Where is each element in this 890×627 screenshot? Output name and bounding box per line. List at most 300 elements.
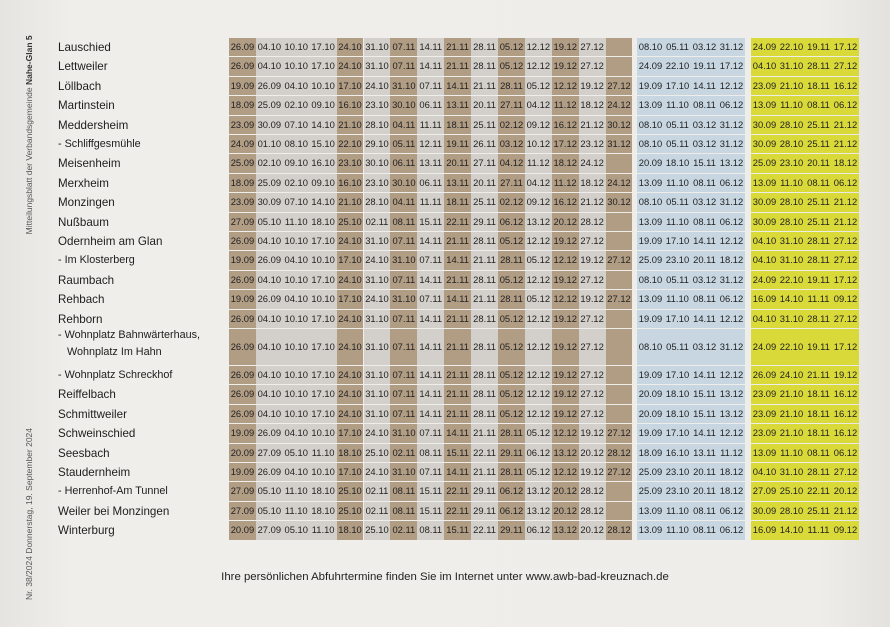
residual-waste-date: 27.12 xyxy=(579,405,606,423)
paper-bin-date: 13.11 xyxy=(691,444,718,462)
residual-waste-date: 21.11 xyxy=(471,290,498,308)
residual-waste-date: 19.12 xyxy=(552,232,579,250)
residual-waste-date: 07.11 xyxy=(390,232,417,250)
residual-waste-date: 19.09 xyxy=(229,251,256,269)
paper-bin-date: 18.09 xyxy=(637,444,664,462)
residual-waste-date: 11.12 xyxy=(552,96,579,114)
residual-waste-date xyxy=(606,385,633,403)
residual-waste-date: 07.11 xyxy=(390,385,417,403)
residual-waste-date: 18.09 xyxy=(229,174,256,192)
residual-waste-date: 04.12 xyxy=(525,174,552,192)
residual-waste-date xyxy=(606,366,633,384)
paper-bin-date: 25.09 xyxy=(637,463,664,481)
yellow-bag-date: 08.11 xyxy=(805,174,832,192)
residual-waste-date: 23.10 xyxy=(364,174,391,192)
residual-waste-date: 12.11 xyxy=(417,135,444,153)
paper-bin-date: 17.10 xyxy=(664,424,691,442)
residual-waste-date: 13.12 xyxy=(525,482,552,500)
residual-waste-date: 21.10 xyxy=(337,193,364,211)
residual-waste-date: 15.10 xyxy=(310,135,337,153)
residual-waste-date xyxy=(606,213,633,231)
residual-waste-date: 07.10 xyxy=(283,193,310,211)
yellow-bag-date: 17.12 xyxy=(832,329,859,365)
residual-waste-date: 17.10 xyxy=(310,57,337,75)
residual-waste-date: 26.09 xyxy=(229,57,256,75)
residual-waste-date: 10.10 xyxy=(283,232,310,250)
district-name: Nußbaum xyxy=(58,215,109,229)
yellow-bag-date: 21.12 xyxy=(832,213,859,231)
residual-waste-date: 26.09 xyxy=(256,290,283,308)
yellow-bag-date: 28.11 xyxy=(805,310,832,328)
district-name: Rehbach xyxy=(58,293,105,307)
paper-bin-date: 13.12 xyxy=(718,385,745,403)
yellow-bag-date: 18.11 xyxy=(805,385,832,403)
residual-waste-date: 27.09 xyxy=(229,482,256,500)
residual-waste-date: 26.09 xyxy=(229,232,256,250)
residual-waste-date: 10.10 xyxy=(283,385,310,403)
residual-waste-date: 13.12 xyxy=(552,444,579,462)
residual-waste-date: 10.10 xyxy=(283,366,310,384)
yellow-bag-date: 22.11 xyxy=(805,482,832,500)
residual-waste-date: 26.09 xyxy=(256,463,283,481)
paper-bin-date: 13.12 xyxy=(718,154,745,172)
yellow-bag-date: 31.10 xyxy=(778,310,805,328)
paper-bin-date: 18.12 xyxy=(718,482,745,500)
paper-bin-date: 06.12 xyxy=(718,96,745,114)
residual-waste-date: 31.10 xyxy=(390,251,417,269)
residual-waste-date: 05.10 xyxy=(283,521,310,539)
residual-waste-date: 18.11 xyxy=(444,116,471,134)
residual-waste-date: 04.11 xyxy=(390,193,417,211)
paper-bin-date: 08.11 xyxy=(691,502,718,520)
district-name: Monzingen xyxy=(58,196,115,210)
residual-waste-date: 20.09 xyxy=(229,444,256,462)
residual-waste-date: 27.12 xyxy=(579,57,606,75)
residual-waste-date: 28.12 xyxy=(606,444,633,462)
residual-waste-date: 24.10 xyxy=(337,385,364,403)
district-name: Martinstein xyxy=(58,99,115,113)
residual-waste-date: 12.12 xyxy=(552,424,579,442)
yellow-bag-date: 24.09 xyxy=(751,271,778,289)
paper-bin-date: 15.11 xyxy=(691,154,718,172)
residual-waste-date: 29.11 xyxy=(471,213,498,231)
residual-waste-date: 04.10 xyxy=(283,251,310,269)
residual-waste-date: 19.12 xyxy=(552,366,579,384)
yellow-bag-date: 19.11 xyxy=(805,38,832,56)
residual-waste-date: 17.10 xyxy=(310,385,337,403)
residual-waste-date: 26.09 xyxy=(229,329,256,365)
residual-waste-date: 20.12 xyxy=(552,482,579,500)
yellow-bag-date: 21.12 xyxy=(832,135,859,153)
paper-bin-date: 23.10 xyxy=(664,463,691,481)
yellow-bag-date: 16.12 xyxy=(832,424,859,442)
residual-waste-date: 31.10 xyxy=(390,77,417,95)
paper-bin-date: 19.09 xyxy=(637,232,664,250)
paper-bin-date: 16.10 xyxy=(664,444,691,462)
residual-waste-date: 18.09 xyxy=(229,96,256,114)
paper-bin-date: 17.12 xyxy=(718,57,745,75)
residual-waste-date: 09.10 xyxy=(310,174,337,192)
residual-waste-date: 04.10 xyxy=(256,271,283,289)
residual-waste-date: 28.11 xyxy=(471,232,498,250)
paper-bin-date: 06.12 xyxy=(718,521,745,539)
residual-waste-date: 04.12 xyxy=(498,154,525,172)
residual-waste-date: 27.12 xyxy=(606,251,633,269)
residual-waste-date: 21.11 xyxy=(444,385,471,403)
residual-waste-date: 25.09 xyxy=(256,174,283,192)
residual-waste-date: 19.12 xyxy=(579,424,606,442)
residual-waste-date: 13.12 xyxy=(552,521,579,539)
residual-waste-date: 07.11 xyxy=(390,57,417,75)
residual-waste-date: 19.09 xyxy=(229,463,256,481)
yellow-bag-date: 18.11 xyxy=(805,405,832,423)
yellow-bag-date: 23.09 xyxy=(751,385,778,403)
residual-waste-date: 21.11 xyxy=(471,251,498,269)
residual-waste-date: 26.11 xyxy=(471,135,498,153)
paper-bin-date: 03.12 xyxy=(691,271,718,289)
paper-bin-date: 14.11 xyxy=(691,77,718,95)
yellow-bag-date: 16.09 xyxy=(751,521,778,539)
residual-waste-date: 28.10 xyxy=(364,116,391,134)
yellow-bag-date: 21.10 xyxy=(778,77,805,95)
paper-bin-date: 11.10 xyxy=(664,502,691,520)
residual-waste-date: 06.12 xyxy=(498,502,525,520)
residual-waste-date: 02.10 xyxy=(283,96,310,114)
residual-waste-date: 24.10 xyxy=(364,424,391,442)
yellow-bag-date: 21.12 xyxy=(832,116,859,134)
residual-waste-date: 19.12 xyxy=(552,405,579,423)
yellow-bag-date: 21.10 xyxy=(778,424,805,442)
residual-waste-date: 07.11 xyxy=(417,77,444,95)
paper-bin-date: 13.09 xyxy=(637,521,664,539)
residual-waste-date: 21.11 xyxy=(444,310,471,328)
residual-waste-date: 14.11 xyxy=(417,232,444,250)
residual-waste-date: 04.11 xyxy=(390,116,417,134)
residual-waste-date: 21.11 xyxy=(444,329,471,365)
residual-waste-date: 24.12 xyxy=(606,96,633,114)
yellow-bag-date: 28.11 xyxy=(805,463,832,481)
yellow-bag-date: 11.10 xyxy=(778,174,805,192)
yellow-bag-date: 19.11 xyxy=(805,329,832,365)
yellow-bag-date: 20.11 xyxy=(805,154,832,172)
residual-waste-date: 27.12 xyxy=(579,385,606,403)
residual-waste-date: 21.11 xyxy=(444,232,471,250)
district-name: Raumbach xyxy=(58,273,115,287)
residual-waste-date: 04.10 xyxy=(256,366,283,384)
residual-waste-date: 12.12 xyxy=(525,38,552,56)
residual-waste-date: 25.10 xyxy=(337,213,364,231)
residual-waste-date: 23.09 xyxy=(229,193,256,211)
residual-waste-date: 22.10 xyxy=(337,135,364,153)
yellow-bag-date: 28.11 xyxy=(805,251,832,269)
yellow-bag-date: 25.11 xyxy=(805,213,832,231)
residual-waste-date: 19.12 xyxy=(552,57,579,75)
yellow-bag-date: 28.10 xyxy=(778,213,805,231)
residual-waste-date xyxy=(606,502,633,520)
residual-waste-date: 21.11 xyxy=(471,424,498,442)
paper-bin-date: 11.10 xyxy=(664,174,691,192)
residual-waste-date: 21.11 xyxy=(471,77,498,95)
paper-bin-date: 11.10 xyxy=(664,213,691,231)
residual-waste-date: 28.11 xyxy=(498,424,525,442)
paper-bin-date: 31.12 xyxy=(718,116,745,134)
residual-waste-date: 04.10 xyxy=(256,38,283,56)
residual-waste-date: 19.12 xyxy=(579,463,606,481)
residual-waste-date: 18.10 xyxy=(310,502,337,520)
residual-waste-date: 17.10 xyxy=(337,251,364,269)
residual-waste-date: 25.11 xyxy=(471,116,498,134)
residual-waste-date: 27.12 xyxy=(606,463,633,481)
yellow-bag-date: 24.10 xyxy=(778,366,805,384)
residual-waste-date: 28.11 xyxy=(498,463,525,481)
residual-waste-date: 05.12 xyxy=(525,77,552,95)
residual-waste-date: 14.10 xyxy=(310,193,337,211)
paper-bin-date: 03.12 xyxy=(691,193,718,211)
yellow-bag-date: 22.10 xyxy=(778,38,805,56)
paper-bin-date: 03.12 xyxy=(691,329,718,365)
paper-bin-date: 17.10 xyxy=(664,232,691,250)
residual-waste-date: 24.12 xyxy=(606,174,633,192)
residual-waste-date: 06.12 xyxy=(498,482,525,500)
residual-waste-date: 05.12 xyxy=(525,290,552,308)
residual-waste-date: 31.10 xyxy=(364,310,391,328)
residual-waste-date: 02.11 xyxy=(390,444,417,462)
yellow-bag-date: 27.12 xyxy=(832,57,859,75)
residual-waste-date: 19.09 xyxy=(229,290,256,308)
paper-bin-date: 08.11 xyxy=(691,290,718,308)
paper-bin-date: 14.11 xyxy=(691,310,718,328)
residual-waste-date: 20.11 xyxy=(471,96,498,114)
paper-bin-date: 19.09 xyxy=(637,310,664,328)
yellow-bag-date: 22.10 xyxy=(778,329,805,365)
residual-waste-date: 05.10 xyxy=(256,213,283,231)
residual-waste-date: 18.10 xyxy=(310,482,337,500)
residual-waste-date: 11.10 xyxy=(283,213,310,231)
paper-bin-date: 31.12 xyxy=(718,271,745,289)
residual-waste-date: 07.10 xyxy=(283,116,310,134)
residual-waste-date: 16.12 xyxy=(552,193,579,211)
residual-waste-date: 27.09 xyxy=(229,502,256,520)
residual-waste-date: 25.10 xyxy=(364,444,391,462)
residual-waste-date: 28.12 xyxy=(606,521,633,539)
residual-waste-date: 09.12 xyxy=(525,193,552,211)
residual-waste-date: 02.12 xyxy=(498,193,525,211)
residual-waste-date: 05.10 xyxy=(256,482,283,500)
district-name: - Im Klosterberg xyxy=(58,254,135,267)
residual-waste-date: 10.10 xyxy=(310,290,337,308)
residual-waste-date: 12.12 xyxy=(552,77,579,95)
residual-waste-date: 30.12 xyxy=(606,193,633,211)
residual-waste-date: 14.11 xyxy=(417,57,444,75)
residual-waste-date: 19.11 xyxy=(444,135,471,153)
yellow-bag-date: 25.09 xyxy=(751,154,778,172)
residual-waste-date: 17.10 xyxy=(310,271,337,289)
residual-waste-date: 14.11 xyxy=(417,329,444,365)
residual-waste-date: 08.11 xyxy=(390,213,417,231)
paper-bin-date: 13.12 xyxy=(718,405,745,423)
residual-waste-date: 16.12 xyxy=(552,116,579,134)
paper-bin-date: 03.12 xyxy=(691,38,718,56)
residual-waste-date: 10.10 xyxy=(283,405,310,423)
residual-waste-date: 04.10 xyxy=(283,77,310,95)
paper-bin-date: 31.12 xyxy=(718,329,745,365)
residual-waste-date: 21.11 xyxy=(444,366,471,384)
paper-bin-date: 14.11 xyxy=(691,424,718,442)
residual-waste-date: 27.11 xyxy=(498,96,525,114)
paper-bin-date: 03.12 xyxy=(691,116,718,134)
yellow-bag-date: 16.09 xyxy=(751,290,778,308)
residual-waste-date: 07.11 xyxy=(390,310,417,328)
yellow-bag-date: 13.09 xyxy=(751,174,778,192)
residual-waste-date xyxy=(606,38,633,56)
paper-bin-date: 17.10 xyxy=(664,310,691,328)
yellow-bag-date: 27.09 xyxy=(751,482,778,500)
paper-bin-date: 19.09 xyxy=(637,77,664,95)
residual-waste-date: 07.11 xyxy=(390,329,417,365)
residual-waste-date: 20.11 xyxy=(444,154,471,172)
residual-waste-date xyxy=(606,329,633,365)
residual-waste-date: 06.12 xyxy=(525,444,552,462)
yellow-bag-date: 14.10 xyxy=(778,521,805,539)
residual-waste-date: 28.11 xyxy=(471,366,498,384)
residual-waste-date: 16.10 xyxy=(337,96,364,114)
paper-bin-date: 08.10 xyxy=(637,193,664,211)
yellow-bag-date: 04.10 xyxy=(751,463,778,481)
residual-waste-date: 05.12 xyxy=(498,57,525,75)
residual-waste-date: 26.09 xyxy=(229,405,256,423)
residual-waste-date: 19.12 xyxy=(579,77,606,95)
paper-bin-date: 18.10 xyxy=(664,154,691,172)
residual-waste-date: 31.10 xyxy=(364,232,391,250)
residual-waste-date: 27.09 xyxy=(256,521,283,539)
paper-bin-date: 05.11 xyxy=(664,135,691,153)
paper-bin-date: 08.10 xyxy=(637,116,664,134)
residual-waste-date: 17.10 xyxy=(310,366,337,384)
residual-waste-date: 18.12 xyxy=(552,154,579,172)
district-name-line2: Wohnplatz Im Hahn xyxy=(67,346,162,358)
paper-bin-date: 08.10 xyxy=(637,271,664,289)
residual-waste-date: 14.11 xyxy=(417,405,444,423)
residual-waste-date: 10.10 xyxy=(310,463,337,481)
yellow-bag-date: 27.12 xyxy=(832,310,859,328)
yellow-bag-date: 23.10 xyxy=(778,154,805,172)
yellow-bag-date: 24.09 xyxy=(751,329,778,365)
residual-waste-date: 05.10 xyxy=(256,502,283,520)
residual-waste-date: 15.11 xyxy=(417,213,444,231)
residual-waste-date: 27.12 xyxy=(579,271,606,289)
residual-waste-date: 28.11 xyxy=(471,310,498,328)
yellow-bag-date: 28.10 xyxy=(778,193,805,211)
residual-waste-date: 10.10 xyxy=(310,424,337,442)
residual-waste-date: 27.12 xyxy=(606,424,633,442)
publication-brand: Nahe-Glan 5 xyxy=(24,35,34,85)
paper-bin-date: 13.09 xyxy=(637,290,664,308)
paper-bin-date: 15.11 xyxy=(691,405,718,423)
residual-waste-date: 20.12 xyxy=(552,502,579,520)
yellow-bag-date: 04.10 xyxy=(751,57,778,75)
residual-waste-date: 22.11 xyxy=(444,482,471,500)
paper-bin-date: 20.11 xyxy=(691,463,718,481)
yellow-bag-date: 18.12 xyxy=(832,154,859,172)
residual-waste-date: 31.10 xyxy=(390,290,417,308)
district-name: - Wohnplatz Bahnwärterhaus, xyxy=(58,329,201,341)
yellow-bag-date: 31.10 xyxy=(778,251,805,269)
residual-waste-date: 27.12 xyxy=(579,366,606,384)
residual-waste-date: 21.11 xyxy=(444,38,471,56)
residual-waste-date: 10.10 xyxy=(310,77,337,95)
paper-bin-date: 12.12 xyxy=(718,77,745,95)
residual-waste-date: 25.09 xyxy=(256,96,283,114)
paper-bin-date: 19.09 xyxy=(637,366,664,384)
residual-waste-date: 26.09 xyxy=(229,271,256,289)
residual-waste-date: 02.11 xyxy=(364,482,391,500)
yellow-bag-date: 08.11 xyxy=(805,444,832,462)
residual-waste-date: 14.11 xyxy=(417,271,444,289)
residual-waste-date: 12.12 xyxy=(525,310,552,328)
residual-waste-date: 14.11 xyxy=(444,77,471,95)
yellow-bag-date: 31.10 xyxy=(778,463,805,481)
residual-waste-date: 25.11 xyxy=(471,193,498,211)
residual-waste-date: 19.12 xyxy=(552,271,579,289)
paper-bin-date: 13.09 xyxy=(637,213,664,231)
residual-waste-date: 02.10 xyxy=(256,154,283,172)
paper-bin-date: 08.11 xyxy=(691,96,718,114)
yellow-bag-date: 18.11 xyxy=(805,77,832,95)
residual-waste-date: 31.10 xyxy=(364,57,391,75)
residual-waste-date: 18.11 xyxy=(444,193,471,211)
paper-bin-date: 13.09 xyxy=(637,502,664,520)
yellow-bag-date: 08.11 xyxy=(805,96,832,114)
residual-waste-date: 29.11 xyxy=(471,502,498,520)
residual-waste-date: 28.11 xyxy=(471,271,498,289)
residual-waste-date: 29.11 xyxy=(498,444,525,462)
yellow-bag-date: 30.09 xyxy=(751,502,778,520)
residual-waste-date: 31.12 xyxy=(606,135,633,153)
residual-waste-date: 27.12 xyxy=(579,38,606,56)
residual-waste-date: 09.12 xyxy=(525,116,552,134)
district-name: Meisenheim xyxy=(58,157,121,171)
paper-bin-date: 19.11 xyxy=(691,57,718,75)
residual-waste-date: 05.12 xyxy=(498,385,525,403)
residual-waste-date: 18.10 xyxy=(337,444,364,462)
residual-waste-date: 28.11 xyxy=(498,77,525,95)
yellow-bag-date: 17.12 xyxy=(832,38,859,56)
residual-waste-date: 11.12 xyxy=(552,174,579,192)
residual-waste-date: 04.10 xyxy=(256,405,283,423)
residual-waste-date: 10.10 xyxy=(283,38,310,56)
residual-waste-date: 06.11 xyxy=(390,154,417,172)
residual-waste-date: 14.11 xyxy=(444,251,471,269)
residual-waste-date: 26.09 xyxy=(256,77,283,95)
residual-waste-date: 07.11 xyxy=(390,271,417,289)
residual-waste-date: 08.10 xyxy=(283,135,310,153)
residual-waste-date: 12.12 xyxy=(525,366,552,384)
residual-waste-date: 13.11 xyxy=(444,96,471,114)
residual-waste-date: 27.12 xyxy=(606,77,633,95)
residual-waste-date: 23.12 xyxy=(579,135,606,153)
paper-bin-date: 15.11 xyxy=(691,385,718,403)
residual-waste-date: 02.12 xyxy=(498,116,525,134)
residual-waste-date: 28.12 xyxy=(579,482,606,500)
residual-waste-date: 16.10 xyxy=(337,174,364,192)
paper-bin-date: 18.12 xyxy=(718,463,745,481)
paper-bin-date: 11.12 xyxy=(718,444,745,462)
paper-bin-date: 23.10 xyxy=(664,251,691,269)
residual-waste-date xyxy=(606,57,633,75)
paper-bin-date: 20.11 xyxy=(691,251,718,269)
paper-bin-date: 08.11 xyxy=(691,521,718,539)
paper-bin-date: 12.12 xyxy=(718,232,745,250)
